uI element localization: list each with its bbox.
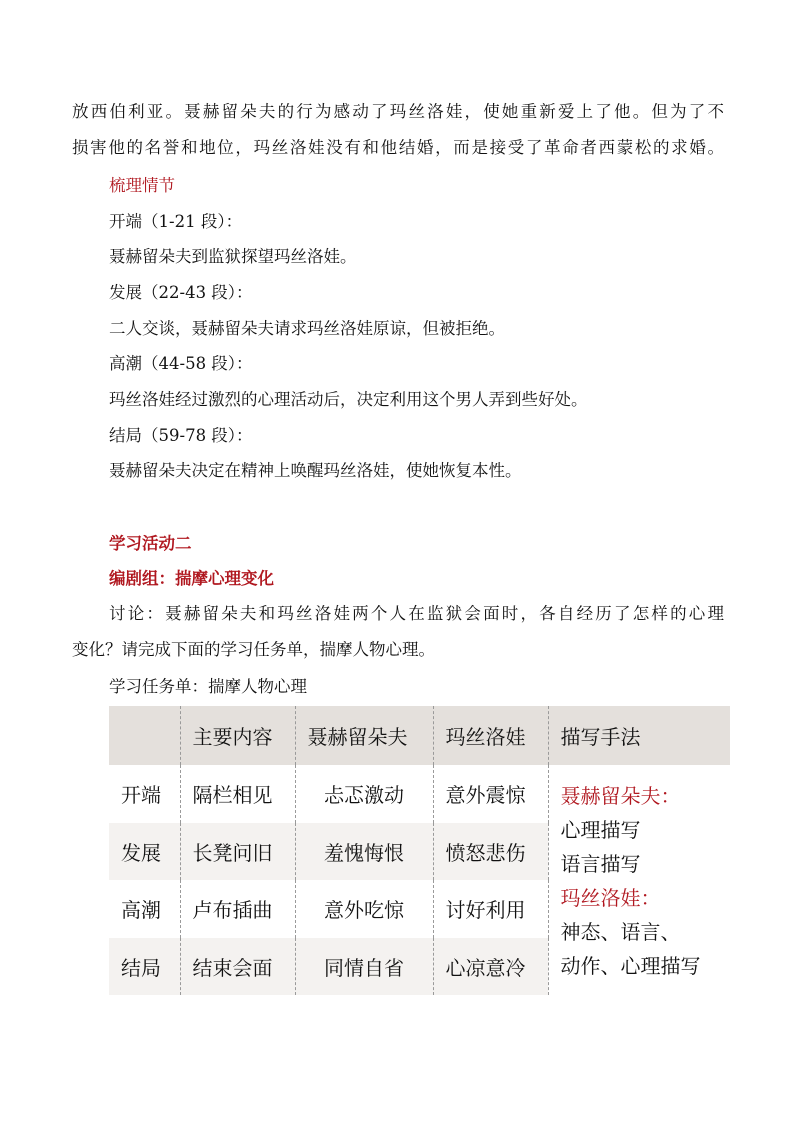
plot-item-2-label: 发展（22-43 段）： — [109, 283, 253, 302]
maslova-cell: 心凉意冷 — [433, 938, 548, 996]
table-header-nekhlyudov: 聂赫留朵夫 — [295, 706, 433, 765]
stage-cell: 结局 — [109, 938, 180, 996]
methods-maslova-line-1: 神态、语言、 — [560, 920, 681, 944]
nekhlyudov-cell: 意外吃惊 — [295, 880, 433, 938]
content-cell: 隔栏相见 — [180, 765, 295, 823]
maslova-cell: 讨好利用 — [433, 880, 548, 938]
table-header-row — [109, 706, 730, 765]
stage-cell: 开端 — [109, 765, 180, 823]
plot-item-2-text: 二人交谈，聂赫留朵夫请求玛丝洛娃原谅，但被拒绝。 — [109, 319, 505, 338]
discussion-line-1: 讨论：聂赫留朵夫和玛丝洛娃两个人在监狱会面时，各自经历了怎样的心理 — [109, 604, 724, 623]
nekhlyudov-cell: 同情自省 — [295, 938, 433, 996]
nekhlyudov-cell: 羞愧悔恨 — [295, 823, 433, 881]
methods-nekhlyudov-line-2: 语言描写 — [560, 852, 641, 876]
table-header-methods: 描写手法 — [548, 706, 730, 765]
methods-nekhlyudov-title: 聂赫留朵夫： — [560, 784, 681, 808]
methods-cell — [548, 765, 730, 995]
plot-item-4-label: 结局（59-78 段）： — [109, 426, 253, 445]
stage-cell: 发展 — [109, 823, 180, 881]
methods-maslova-title: 玛丝洛娃： — [560, 886, 661, 910]
content-cell: 结束会面 — [180, 938, 295, 996]
table-header-stage — [109, 706, 180, 765]
discussion-line-2: 变化？请完成下面的学习任务单，揣摩人物心理。 — [72, 640, 435, 659]
plot-item-1-text: 聂赫留朵夫到监狱探望玛丝洛娃。 — [109, 247, 357, 266]
content-cell: 长凳问旧 — [180, 823, 295, 881]
plot-item-1-label: 开端（1-21 段）： — [109, 212, 243, 231]
plot-heading: 梳理情节 — [109, 176, 175, 195]
activity-title: 学习活动二 — [109, 534, 192, 553]
table-row — [109, 765, 730, 823]
content-cell: 卢布插曲 — [180, 880, 295, 938]
methods-nekhlyudov-line-1: 心理描写 — [560, 818, 641, 842]
stage-cell: 高潮 — [109, 880, 180, 938]
table-header-content: 主要内容 — [180, 706, 295, 765]
intro-line-1: 放西伯利亚。聂赫留朵夫的行为感动了玛丝洛娃，使她重新爱上了他。但为了不 — [72, 102, 724, 121]
methods-maslova-line-2: 动作、心理描写 — [560, 954, 701, 978]
table-header-maslova: 玛丝洛娃 — [433, 706, 548, 765]
task-table — [109, 706, 730, 995]
maslova-cell: 意外震惊 — [433, 765, 548, 823]
maslova-cell: 愤怒悲伤 — [433, 823, 548, 881]
plot-item-3-label: 高潮（44-58 段）： — [109, 354, 253, 373]
plot-item-3-text: 玛丝洛娃经过激烈的心理活动后，决定利用这个男人弄到些好处。 — [109, 390, 588, 409]
intro-line-2: 损害他的名誉和地位，玛丝洛娃没有和他结婚，而是接受了革命者西蒙松的求婚。 — [72, 138, 724, 157]
plot-item-4-text: 聂赫留朵夫决定在精神上唤醒玛丝洛娃，使她恢复本性。 — [109, 461, 522, 480]
activity-subtitle: 编剧组：揣摩心理变化 — [109, 569, 274, 588]
task-label: 学习任务单：揣摩人物心理 — [109, 677, 307, 696]
nekhlyudov-cell: 忐忑激动 — [295, 765, 433, 823]
